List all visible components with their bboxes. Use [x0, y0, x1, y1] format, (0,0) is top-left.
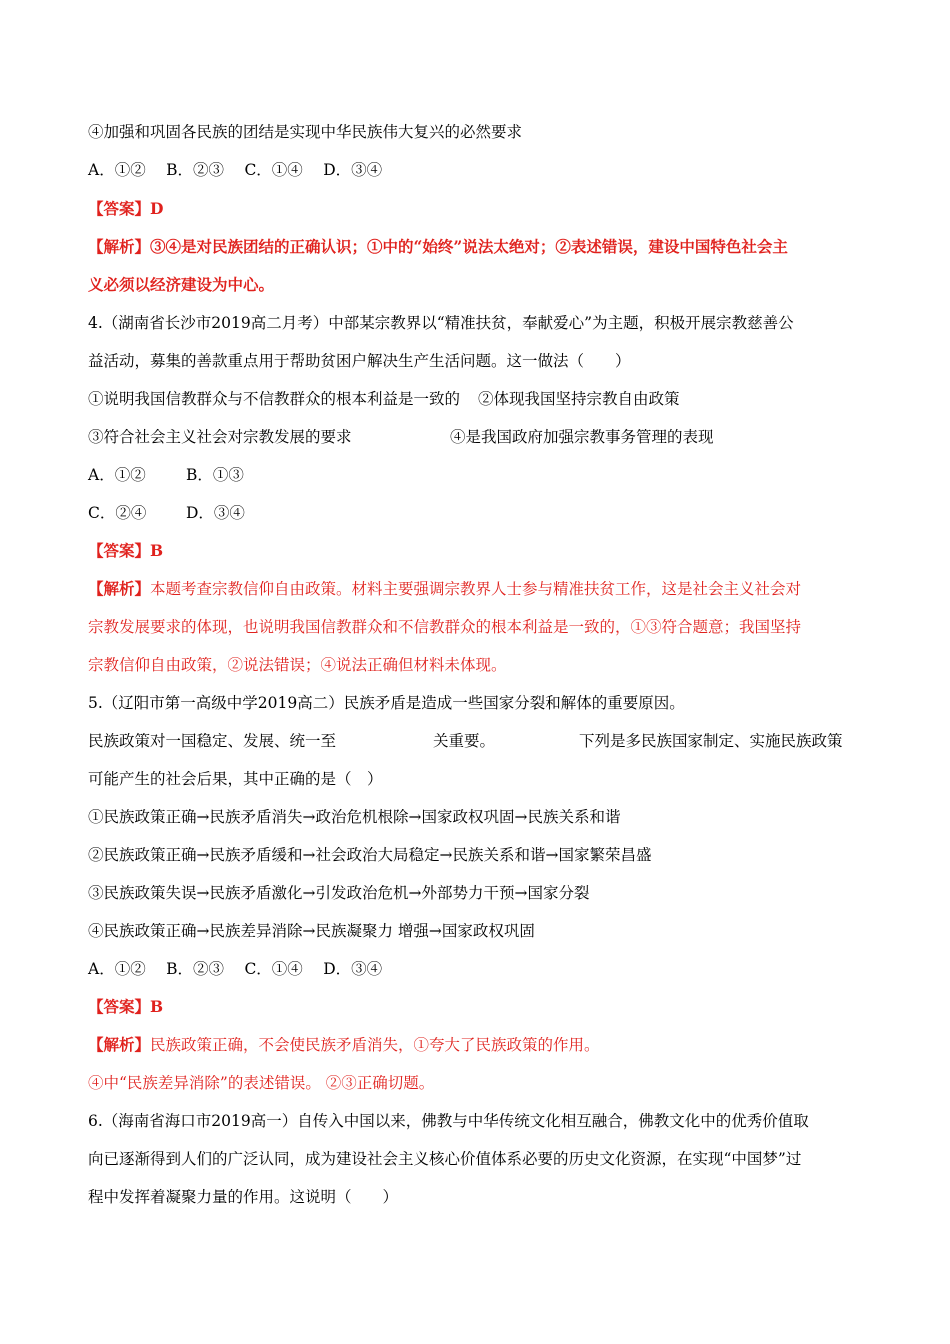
analysis-text: ③④是对民族团结的正确认识；①中的“始终”说法太绝对；②表述错误，建设中国特色社会主 — [150, 237, 788, 256]
q5-stem-part-c: 下列是多民族国家制定、实施民族政策 — [579, 732, 843, 750]
answer-tag: 【答案】 — [88, 997, 151, 1016]
q4-choice-c: C．②④ — [88, 504, 147, 522]
q5-stem-line-2 — [88, 731, 864, 751]
q4-option-1: ①说明我国信教群众与不信教群众的根本利益是一致的 — [88, 390, 461, 408]
q4-stem-line-1: 4.（湖南省长沙市2019高二月考）中部某宗教界以“精准扶贫，奉献爱心”为主题，积极开展宗教慈善公 — [88, 314, 794, 332]
analysis-text: 本题考查宗教信仰自由政策。材料主要强调宗教界人士参与精准扶贫工作，这是社会主义社会对 — [150, 580, 802, 598]
q3-analysis-line-2: 义必须以经济建设为中心。 — [88, 275, 275, 294]
q4-option-4: ④是我国政府加强宗教事务管理的表现 — [450, 428, 714, 446]
answer-value: D — [150, 199, 164, 218]
q4-options-row-2 — [88, 427, 864, 447]
q5-analysis-line-2: ④中“民族差异消除”的表述错误。 ②③正确切题。 — [88, 1074, 435, 1092]
q6-stem-line-2: 向已逐渐得到人们的广泛认同，成为建设社会主义核心价值体系必要的历史文化资源，在实现“中国梦”过 — [88, 1150, 802, 1168]
q5-answer — [88, 997, 864, 1017]
q6-stem-line-3: 程中发挥着凝聚力量的作用。这说明（ ） — [88, 1188, 399, 1206]
q4-analysis-line-3: 宗教信仰自由政策，②说法错误；④说法正确但材料未体现。 — [88, 656, 507, 674]
answer-value: B — [150, 997, 164, 1016]
q4-choices-row-1 — [88, 465, 864, 485]
q4-answer — [88, 541, 864, 561]
q4-analysis-line-2: 宗教发展要求的体现，也说明我国信教群众和不信教群众的根本利益是一致的，①③符合题意；我国坚持 — [88, 618, 802, 636]
analysis-text: 民族政策正确，不会使民族矛盾消失，①夸大了民族政策的作用。 — [150, 1036, 600, 1054]
q6-stem-line-1: 6.（海南省海口市2019高一）自传入中国以来，佛教与中华传统文化相互融合，佛教文化中的优秀价值取 — [88, 1112, 809, 1130]
q4-analysis-line-1 — [88, 579, 864, 599]
q4-options-row-1 — [88, 389, 864, 409]
q5-option-4: ④民族政策正确→民族差异消除→民族凝聚力 增强→国家政权巩固 — [88, 922, 535, 940]
q4-option-2: ②体现我国坚持宗教自由政策 — [478, 390, 680, 408]
q5-stem-line-1: 5.（辽阳市第一高级中学2019高二）民族矛盾是造成一些国家分裂和解体的重要原因。 — [88, 694, 685, 712]
q4-choices-row-2 — [88, 503, 864, 523]
answer-value: B — [150, 541, 164, 560]
analysis-tag: 【解析】 — [88, 237, 151, 256]
q5-option-1: ①民族政策正确→民族矛盾消失→政治危机根除→国家政权巩固→民族关系和谐 — [88, 808, 621, 826]
q3-option-4: ④加强和巩固各民族的团结是实现中华民族伟大复兴的必然要求 — [88, 123, 523, 141]
q5-option-3: ③民族政策失误→民族矛盾激化→引发政治危机→外部势力干预→国家分裂 — [88, 884, 590, 902]
q5-option-2: ②民族政策正确→民族矛盾缓和→社会政治大局稳定→民族关系和谐→国家繁荣昌盛 — [88, 846, 652, 864]
q4-stem-line-2: 益活动，募集的善款重点用于帮助贫困户解决生产生活问题。这一做法（ ） — [88, 352, 631, 370]
q4-choice-d: D．③④ — [186, 504, 245, 522]
answer-tag: 【答案】 — [88, 199, 151, 218]
analysis-tag: 【解析】 — [88, 1035, 151, 1054]
q3-choices: A．①② B．②③ C．①④ D．③④ — [88, 161, 383, 179]
q5-choices: A．①② B．②③ C．①④ D．③④ — [88, 960, 383, 978]
q5-stem-part-a: 民族政策对一国稳定、发展、统一至 — [88, 732, 337, 750]
answer-tag: 【答案】 — [88, 541, 151, 560]
analysis-tag: 【解析】 — [88, 579, 151, 598]
q4-choice-a: A．①② — [88, 466, 146, 484]
q5-stem-part-b: 关重要。 — [433, 732, 496, 750]
q4-choice-b: B．①③ — [186, 466, 244, 484]
q3-answer — [88, 199, 864, 219]
q4-option-3: ③符合社会主义社会对宗教发展的要求 — [88, 428, 352, 446]
q5-stem-line-3: 可能产生的社会后果，其中正确的是（ ） — [88, 770, 383, 788]
q3-analysis-line-1 — [88, 237, 864, 257]
q5-analysis-line-1 — [88, 1035, 864, 1055]
